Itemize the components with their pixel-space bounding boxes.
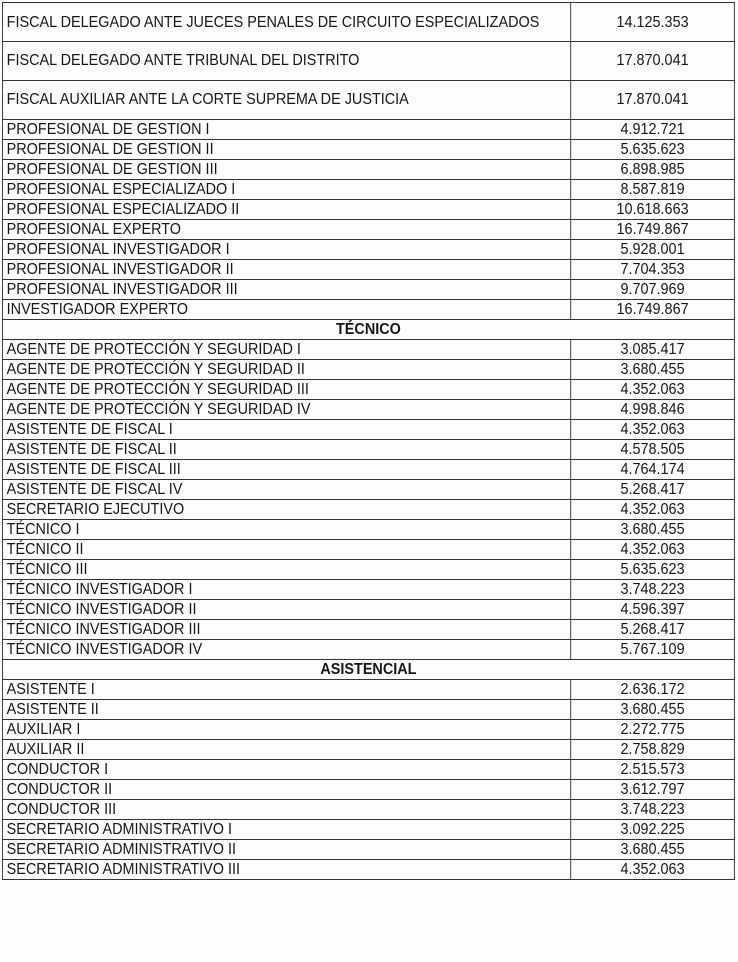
table-row <box>2 520 734 540</box>
table-row <box>2 340 734 360</box>
position-name: FISCAL AUXILIAR ANTE LA CORTE SUPREMA DE JUSTICIA <box>2 81 570 120</box>
position-name: PROFESIONAL DE GESTION II <box>2 140 570 160</box>
table-row <box>2 720 734 740</box>
section-heading-tecnico: TÉCNICO <box>2 320 734 340</box>
salary-value: 5.268.417 <box>571 480 735 500</box>
table-row <box>2 820 734 840</box>
position-name: PROFESIONAL DE GESTION I <box>2 120 570 140</box>
salary-value: 3.680.455 <box>571 840 735 860</box>
position-name: CONDUCTOR III <box>2 800 570 820</box>
position-name: FISCAL DELEGADO ANTE JUECES PENALES DE CIRCUITO ESPECIALIZADOS <box>2 3 570 42</box>
salary-value: 3.092.225 <box>571 820 735 840</box>
salary-value: 4.596.397 <box>571 600 735 620</box>
table-row <box>2 540 734 560</box>
salary-value: 4.912.721 <box>571 120 735 140</box>
salary-value: 5.928.001 <box>571 240 735 260</box>
table-row <box>2 220 734 240</box>
table-row <box>2 500 734 520</box>
salary-value: 9.707.969 <box>571 280 735 300</box>
salary-value: 2.758.829 <box>571 740 735 760</box>
position-name: AGENTE DE PROTECCIÓN Y SEGURIDAD IV <box>2 400 570 420</box>
table-row <box>2 800 734 820</box>
salary-value: 4.578.505 <box>571 440 735 460</box>
salary-value: 2.272.775 <box>571 720 735 740</box>
table-row <box>2 460 734 480</box>
salary-value: 7.704.353 <box>571 260 735 280</box>
table-row <box>2 400 734 420</box>
position-name: TÉCNICO INVESTIGADOR II <box>2 600 570 620</box>
table-row <box>2 360 734 380</box>
section-heading-row <box>2 320 734 340</box>
table-row <box>2 81 734 120</box>
position-name: PROFESIONAL INVESTIGADOR II <box>2 260 570 280</box>
salary-value: 5.767.109 <box>571 640 735 660</box>
salary-value: 5.635.623 <box>571 560 735 580</box>
section-heading-asistencial: ASISTENCIAL <box>2 660 734 680</box>
salary-value: 4.352.063 <box>571 380 735 400</box>
position-name: CONDUCTOR II <box>2 780 570 800</box>
table-row <box>2 240 734 260</box>
table-row <box>2 280 734 300</box>
table-row <box>2 620 734 640</box>
salary-value: 16.749.867 <box>571 220 735 240</box>
salary-value: 4.352.063 <box>571 500 735 520</box>
salary-value: 3.680.455 <box>571 360 735 380</box>
table-row <box>2 740 734 760</box>
salary-value: 8.587.819 <box>571 180 735 200</box>
position-name: ASISTENTE II <box>2 700 570 720</box>
salary-value: 3.085.417 <box>571 340 735 360</box>
position-name: ASISTENTE I <box>2 680 570 700</box>
table-row <box>2 680 734 700</box>
position-name: CONDUCTOR I <box>2 760 570 780</box>
position-name: SECRETARIO ADMINISTRATIVO II <box>2 840 570 860</box>
table-row <box>2 840 734 860</box>
salary-value: 4.352.063 <box>571 540 735 560</box>
table-row <box>2 300 734 320</box>
salary-value: 17.870.041 <box>571 42 735 81</box>
salary-value: 4.352.063 <box>571 420 735 440</box>
salary-value: 5.635.623 <box>571 140 735 160</box>
position-name: AGENTE DE PROTECCIÓN Y SEGURIDAD II <box>2 360 570 380</box>
position-name: SECRETARIO EJECUTIVO <box>2 500 570 520</box>
position-name: AUXILIAR II <box>2 740 570 760</box>
table-row <box>2 380 734 400</box>
position-name: TÉCNICO I <box>2 520 570 540</box>
salary-value: 3.748.223 <box>571 580 735 600</box>
salary-value: 3.748.223 <box>571 800 735 820</box>
salary-value: 14.125.353 <box>571 3 735 42</box>
table-row <box>2 580 734 600</box>
position-name: AGENTE DE PROTECCIÓN Y SEGURIDAD I <box>2 340 570 360</box>
position-name: PROFESIONAL INVESTIGADOR I <box>2 240 570 260</box>
table-row <box>2 780 734 800</box>
salary-table <box>2 2 735 880</box>
table-row <box>2 560 734 580</box>
table-row <box>2 3 734 42</box>
salary-value: 6.898.985 <box>571 160 735 180</box>
table-row <box>2 760 734 780</box>
table-row <box>2 42 734 81</box>
position-name: PROFESIONAL EXPERTO <box>2 220 570 240</box>
table-row <box>2 860 734 880</box>
salary-table-body <box>2 3 734 880</box>
position-name: TÉCNICO II <box>2 540 570 560</box>
table-row <box>2 160 734 180</box>
position-name: ASISTENTE DE FISCAL III <box>2 460 570 480</box>
table-row <box>2 440 734 460</box>
table-row <box>2 140 734 160</box>
table-row <box>2 480 734 500</box>
table-row <box>2 420 734 440</box>
salary-value: 3.680.455 <box>571 520 735 540</box>
salary-value: 2.636.172 <box>571 680 735 700</box>
salary-value: 16.749.867 <box>571 300 735 320</box>
table-row <box>2 600 734 620</box>
table-row <box>2 700 734 720</box>
position-name: PROFESIONAL INVESTIGADOR III <box>2 280 570 300</box>
salary-value: 3.680.455 <box>571 700 735 720</box>
position-name: ASISTENTE DE FISCAL I <box>2 420 570 440</box>
salary-value: 2.515.573 <box>571 760 735 780</box>
salary-value: 4.764.174 <box>571 460 735 480</box>
salary-value: 4.352.063 <box>571 860 735 880</box>
position-name: FISCAL DELEGADO ANTE TRIBUNAL DEL DISTRITO <box>2 42 570 81</box>
position-name: PROFESIONAL ESPECIALIZADO II <box>2 200 570 220</box>
table-row <box>2 640 734 660</box>
position-name: AUXILIAR I <box>2 720 570 740</box>
salary-value: 10.618.663 <box>571 200 735 220</box>
position-name: ASISTENTE DE FISCAL II <box>2 440 570 460</box>
position-name: TÉCNICO INVESTIGADOR I <box>2 580 570 600</box>
position-name: TÉCNICO INVESTIGADOR IV <box>2 640 570 660</box>
position-name: PROFESIONAL ESPECIALIZADO I <box>2 180 570 200</box>
table-row <box>2 120 734 140</box>
table-row <box>2 260 734 280</box>
position-name: TÉCNICO III <box>2 560 570 580</box>
position-name: INVESTIGADOR EXPERTO <box>2 300 570 320</box>
position-name: SECRETARIO ADMINISTRATIVO III <box>2 860 570 880</box>
section-heading-row <box>2 660 734 680</box>
table-row <box>2 200 734 220</box>
table-row <box>2 180 734 200</box>
position-name: SECRETARIO ADMINISTRATIVO I <box>2 820 570 840</box>
position-name: TÉCNICO INVESTIGADOR III <box>2 620 570 640</box>
position-name: ASISTENTE DE FISCAL IV <box>2 480 570 500</box>
salary-value: 3.612.797 <box>571 780 735 800</box>
salary-value: 4.998.846 <box>571 400 735 420</box>
salary-value: 5.268.417 <box>571 620 735 640</box>
position-name: AGENTE DE PROTECCIÓN Y SEGURIDAD III <box>2 380 570 400</box>
salary-value: 17.870.041 <box>571 81 735 120</box>
position-name: PROFESIONAL DE GESTION III <box>2 160 570 180</box>
